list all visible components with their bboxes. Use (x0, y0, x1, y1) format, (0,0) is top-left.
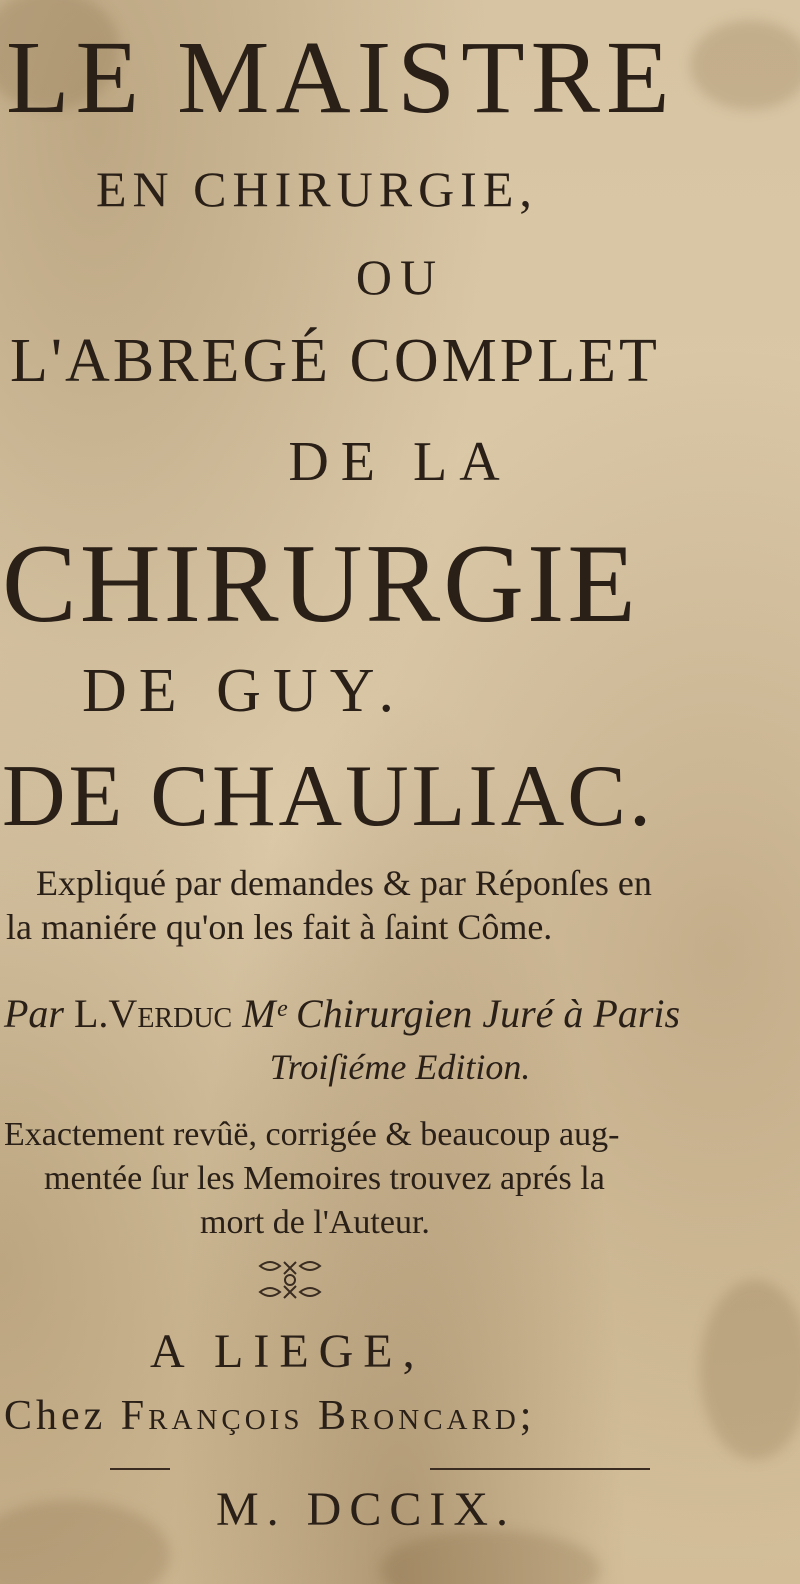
title-line-de-la: DE LA (288, 431, 512, 493)
revision-line-1: Exactement revûë, corrigée & beaucoup aug- (4, 1116, 620, 1153)
publisher-name: François Broncard; (120, 1393, 536, 1439)
title-line-maistre: LE MAISTRE (6, 20, 676, 135)
paper-stain (380, 1530, 600, 1584)
author-prefix: Par (4, 991, 74, 1036)
title-line-de-guy: DE GUY. (82, 657, 406, 725)
title-line-chauliac: DE CHAULIAC. (2, 748, 654, 845)
revision-line-2: mentée ſur les Memoires trouvez aprés la (44, 1160, 605, 1197)
author-name: L.Verduc (74, 991, 233, 1036)
title-line-abrege: L'ABREGÉ COMPLET (10, 327, 660, 395)
subtitle-line-1: Expliqué par demandes & par Réponſes en (36, 863, 652, 903)
imprint-date: M. DCCIX. (216, 1483, 517, 1536)
author-title: Mᵉ Chirurgien Juré à Paris (232, 991, 681, 1036)
publisher-prefix: Chez (4, 1393, 121, 1439)
subtitle-line-2: la maniére qu'on les fait à ſaint Côme. (6, 907, 553, 947)
revision-line-3: mort de l'Auteur. (200, 1204, 430, 1241)
imprint-publisher (0, 1392, 800, 1440)
title-line-chirurgie: CHIRURGIE (2, 522, 639, 646)
edition-line: Troiſiéme Edition. (269, 1047, 531, 1087)
rule-right (430, 1468, 650, 1470)
title-line-en-chirurgie: EN CHIRURGIE, (96, 161, 538, 217)
rule-left (110, 1468, 170, 1470)
imprint-place: A LIEGE, (150, 1325, 425, 1378)
title-line-ou: OU (355, 249, 445, 305)
author-line (0, 990, 800, 1037)
printer-ornament-icon (250, 1256, 340, 1308)
